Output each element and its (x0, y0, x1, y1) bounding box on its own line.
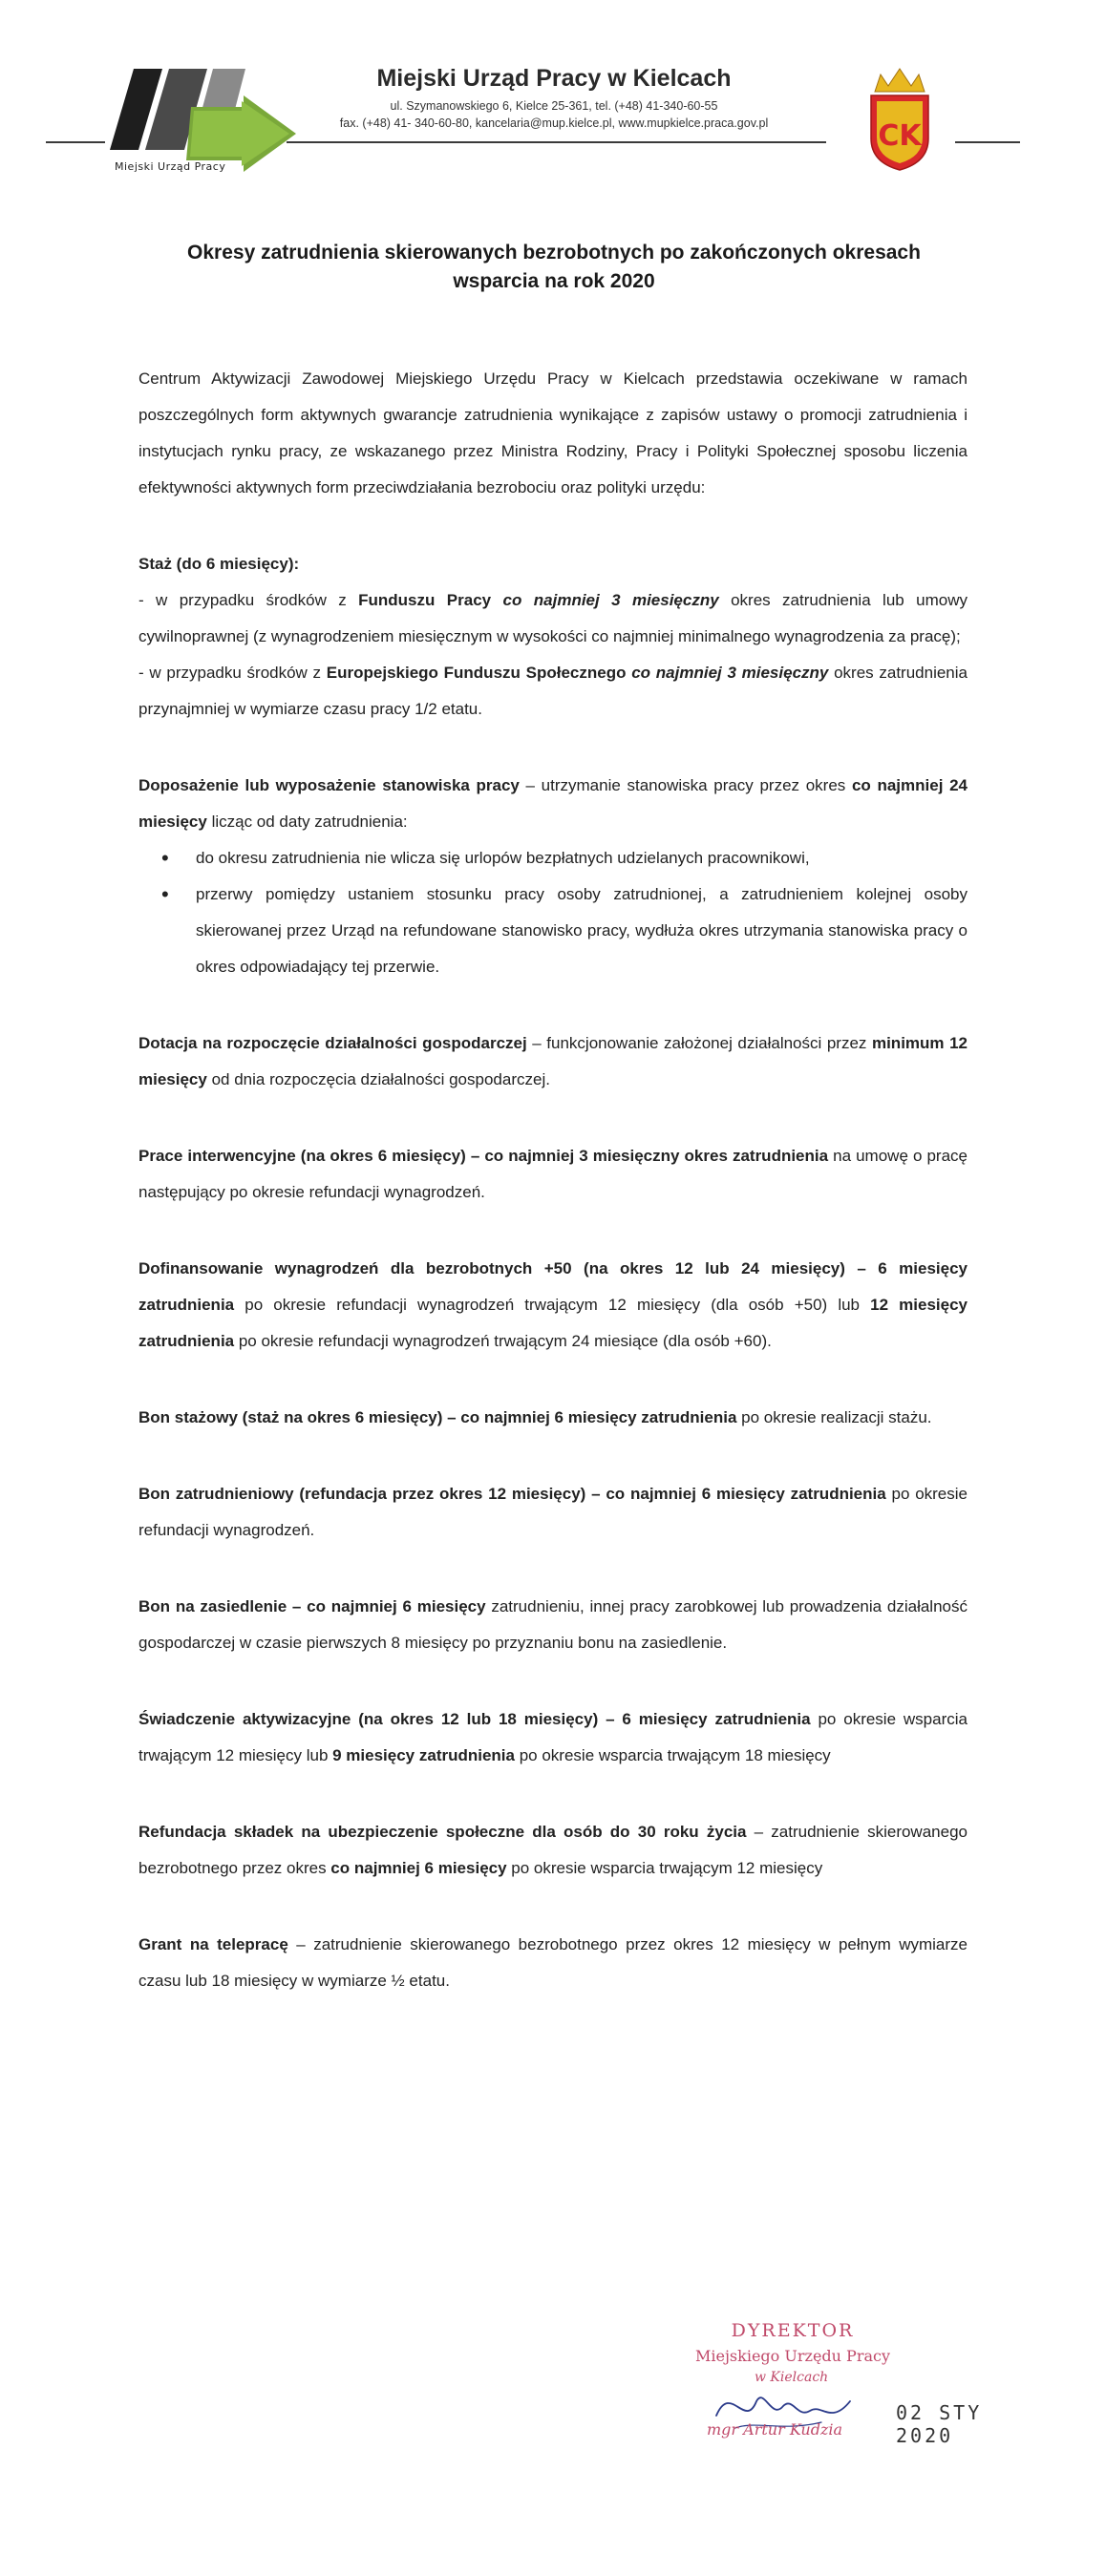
logo-caption: Miejski Urząd Pracy (115, 160, 226, 173)
staz-efs-paragraph: - w przypadku środków z Europejskiego Funduszu Społecznego co najmniej 3 miesięczny okres zatrudnienia przynajmniej w wymiarze czasu pracy 1/2 etatu. (138, 664, 968, 718)
section-prace-interwencyjne: Prace interwencyjne (na okres 6 miesięcy) – co najmniej 3 miesięczny okres zatrudnienia na umowę o pracę następujący po okresie refundacji wynagrodzeń. (138, 1147, 968, 1201)
section-bon-stazowy: Bon stażowy (staż na okres 6 miesięcy) – co najmniej 6 miesięcy zatrudnienia po okresie realizacji stażu. (138, 1408, 932, 1426)
doposazenie-paragraph: Doposażenie lub wyposażenie stanowiska pracy – utrzymanie stanowiska pracy przez okres co najmniej 24 miesięcy licząc od daty zatrudnienia: (138, 776, 968, 831)
kielce-crest (867, 67, 932, 172)
list-item: • przerwy pomiędzy ustaniem stosunku pracy osoby zatrudnionej, a zatrudnieniem kolejnej osoby skierowanej przez Urząd na refundowane stanowisko pracy, wydłuża okres utrzymania stanowiska pracy o okres odpowiadający tej przerwie. (196, 876, 968, 985)
address-line-2: fax. (+48) 41- 340-60-80, kancelaria@mup.kielce.pl, www.mupkielce.praca.gov.pl (339, 116, 769, 130)
section-dofinansowanie: Dofinansowanie wynagrodzeń dla bezrobotnych +50 (na okres 12 lub 24 miesięcy) – 6 miesięcy zatrudnienia po okresie refundacji wynagrodzeń trwającym 12 miesięcy (dla osób +50) lub 12 miesięcy zatrudnienia po okresie refundacji wynagrodzeń trwającym 24 miesiące (dla osób +60). (138, 1259, 968, 1350)
organization-address (287, 97, 821, 132)
stamp-date: 02 STY 2020 (896, 2401, 983, 2447)
list-item: • do okresu zatrudnienia nie wlicza się urlopów bezpłatnych udzielanych pracownikowi, (196, 840, 968, 876)
director-stamp (649, 2320, 993, 2454)
section-bon-zasiedlenie: Bon na zasiedlenie – co najmniej 6 miesięcy zatrudnieniu, innej pracy zarobkowej lub prowadzenia działalność gospodarczej w czasie pierwszych 8 miesięcy po przyznaniu bonu na zasiedlenie. (138, 1597, 968, 1652)
stamp-city: w Kielcach (755, 2370, 829, 2385)
header-rule-left (46, 141, 105, 143)
section-dotacja: Dotacja na rozpoczęcie działalności gospodarczej – funkcjonowanie założonej działalności przez minimum 12 miesięcy od dnia rozpoczęcia działalności gospodarczej. (138, 1034, 968, 1088)
title-line-2: wsparcia na rok 2020 (453, 270, 655, 292)
doposazenie-list (138, 840, 968, 985)
staz-heading: Staż (do 6 miesięcy): (138, 555, 300, 573)
stamp-title: DYREKTOR (731, 2320, 855, 2341)
crest-letters: CK (878, 119, 922, 153)
stamp-name: mgr Artur Kudzia (707, 2420, 843, 2439)
section-bon-zatrudnieniowy: Bon zatrudnieniowy (refundacja przez okres 12 miesięcy) – co najmniej 6 miesięcy zatrudnienia po okresie refundacji wynagrodzeń. (138, 1485, 968, 1539)
stamp-organization: Miejskiego Urzędu Pracy (695, 2347, 890, 2365)
intro-paragraph: Centrum Aktywizacji Zawodowej Miejskiego Urzędu Pracy w Kielcach przedstawia oczekiwane w ramach poszczególnych form aktywnych gwarancje zatrudnienia wynikające z zapisów ustawy o promocji zatrudnienia i instytucjach rynku pracy, ze wskazanego przez Ministra Rodziny, Pracy i Polityki Społecznej sposobu liczenia efektywności aktywnych form przeciwdziałania bezrobociu oraz polityki urzędu: (138, 370, 968, 496)
document-title (124, 239, 984, 296)
section-refundacja: Refundacja składek na ubezpieczenie społeczne dla osób do 30 roku życia – zatrudnienie skierowanego bezrobotnego przez okres co najmniej 6 miesięcy po okresie wsparcia trwającym 12 miesięcy (138, 1823, 968, 1877)
section-swiadczenie: Świadczenie aktywizacyjne (na okres 12 lub 18 miesięcy) – 6 miesięcy zatrudnienia po okresie wsparcia trwającym 12 miesięcy lub 9 miesięcy zatrudnienia po okresie wsparcia trwającym 18 miesięcy (138, 1710, 968, 1764)
header-rule-main (287, 141, 826, 143)
document-body (138, 361, 968, 1999)
header-rule-right (955, 141, 1020, 143)
section-doposazenie (138, 768, 968, 985)
title-line-1: Okresy zatrudnienia skierowanych bezrobotnych po zakończonych okresach (187, 242, 921, 264)
section-grant: Grant na telepracę – zatrudnienie skierowanego bezrobotnego przez okres 12 miesięcy w pełnym wymiarze czasu lub 18 miesięcy w wymiarze ½ etatu. (138, 1935, 968, 1990)
organization-name: Miejski Urząd Pracy w Kielcach (376, 65, 732, 92)
address-line-1: ul. Szymanowskiego 6, Kielce 25-361, tel. (+48) 41-340-60-55 (390, 99, 718, 113)
section-staz (138, 546, 968, 728)
staz-fp-paragraph: - w przypadku środków z Funduszu Pracy co najmniej 3 miesięczny okres zatrudnienia lub umowy cywilnoprawnej (z wynagrodzeniem miesięcznym w wysokości co najmniej minimalnego wynagrodzenia za pracę); (138, 591, 968, 645)
